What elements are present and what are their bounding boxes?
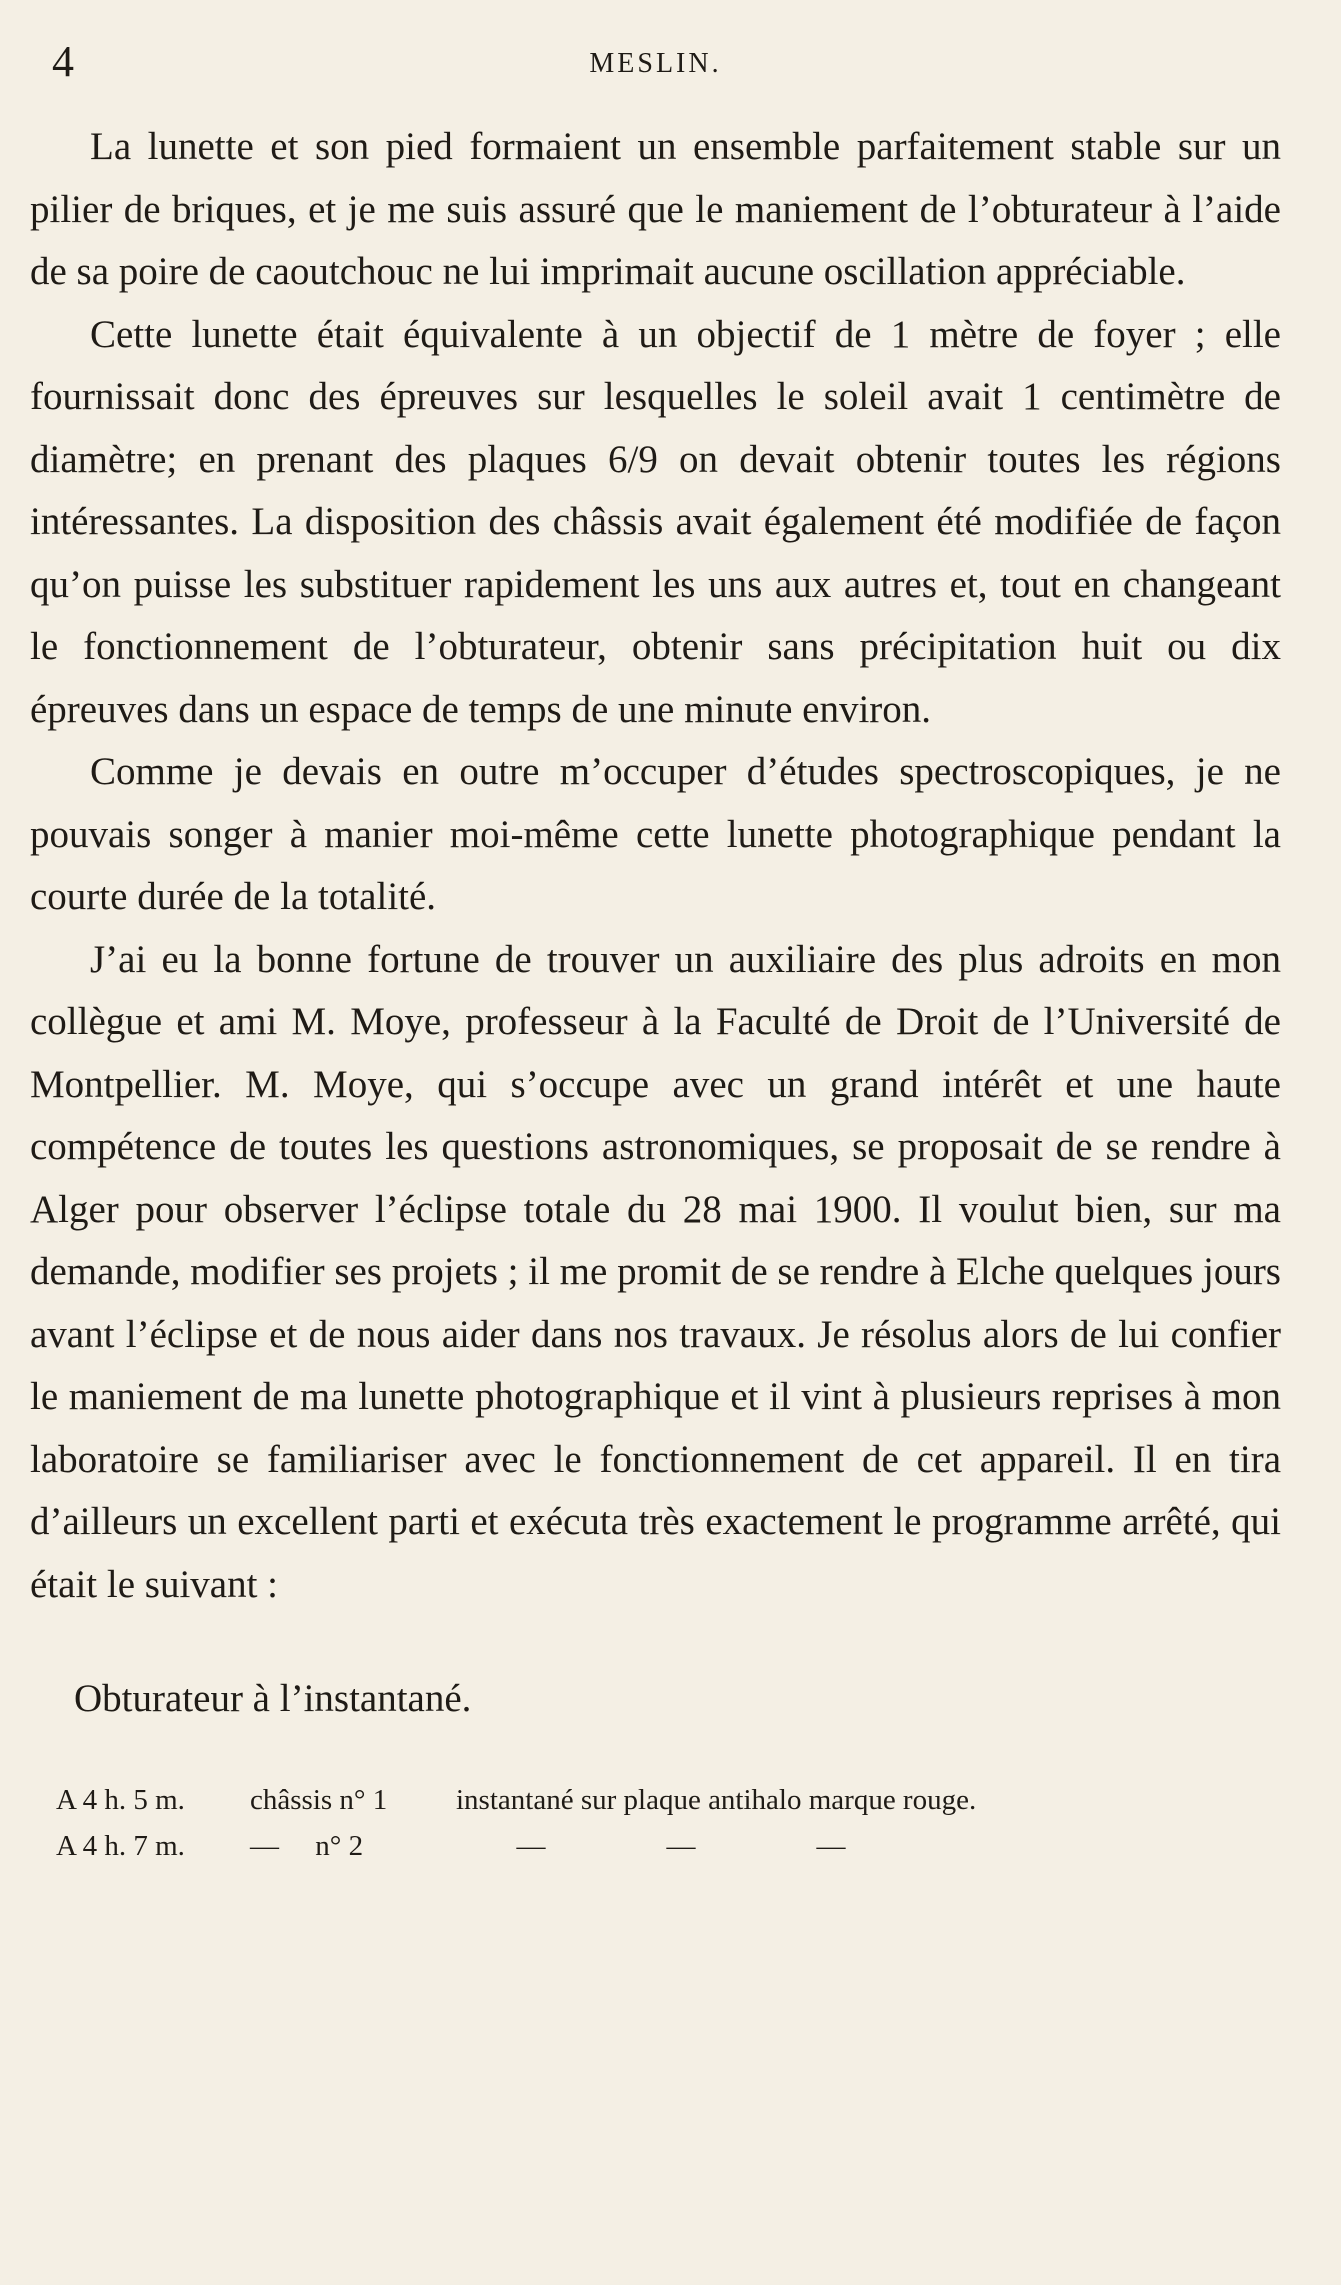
table-row [56,1823,1281,1869]
table-row [56,1777,1281,1823]
row-time: A 4 h. 5 m. [56,1783,185,1816]
ditto-dash: — [666,1829,696,1862]
running-head: MESLIN. [589,48,722,79]
paragraph-3: Comme je devais en outre m’occuper d’études spectroscopiques, je ne pouvais songer à manier moi-même cette lunette photographique pendant la courte durée de la totalité. [30,750,1281,918]
ditto-dash: — [816,1829,846,1862]
page-number: 4 [52,37,74,86]
schedule-table [30,1777,1281,1869]
row-description: instantané sur plaque antihalo marque rouge. [456,1783,977,1816]
spacer [30,1616,1281,1668]
row-time: A 4 h. 7 m. [56,1829,185,1862]
paragraph-2: Cette lunette était équivalente à un objectif de 1 mètre de foyer ; elle fournissait donc des épreuves sur lesquelles le soleil avait 1 centimètre de diamètre; en prenant des plaques 6/9 on devait obtenir toutes les régions intéressantes. La disposition des châssis avait également été modifiée de façon qu’on puisse les substituer rapidement les uns aux autres et, tout en changeant le fonctionnement de l’obturateur, obtenir sans précipitation huit ou dix épreuves dans un espace de temps de une minute environ. [30,312,1281,731]
page-header [30,36,1281,116]
row-chassis: — n° 2 [250,1829,364,1862]
paragraph-4: J’ai eu la bonne fortune de trouver un auxiliaire des plus adroits en mon collègue et ami M. Moye, professeur à la Faculté de Droit de l’Université de Montpellier. M. Moye, qui s’occupe avec un grand intérêt et une haute compétence de toutes les questions astronomiques, se proposait de se rendre à Alger pour observer l’éclipse totale du 28 mai 1900. Il voulut bien, sur ma demande, modifier ses projets ; il me promit de se rendre à Elche quelques jours avant l’éclipse et de nous aider dans nos travaux. Je résolus alors de lui confier le maniement de ma lunette photographique et il vint à plusieurs reprises à mon laboratoire se familiariser avec le fonctionnement de cet appareil. Il en tira d’ailleurs un excellent parti et exécuta très exactement le programme arrêté, qui était le suivant : [30,937,1281,1606]
obturateur-line: Obturateur à l’instantané. [74,1677,472,1720]
body-text [30,116,1281,1616]
ditto-dash: — [516,1829,546,1862]
row-chassis: châssis n° 1 [250,1783,388,1816]
paragraph-1: La lunette et son pied formaient un ensemble parfaitement stable sur un pilier de briques, et je me suis assuré que le maniement de l’obturateur à l’aide de sa poire de caoutchouc ne lui imprimait aucune oscillation appréciable. [30,125,1281,293]
